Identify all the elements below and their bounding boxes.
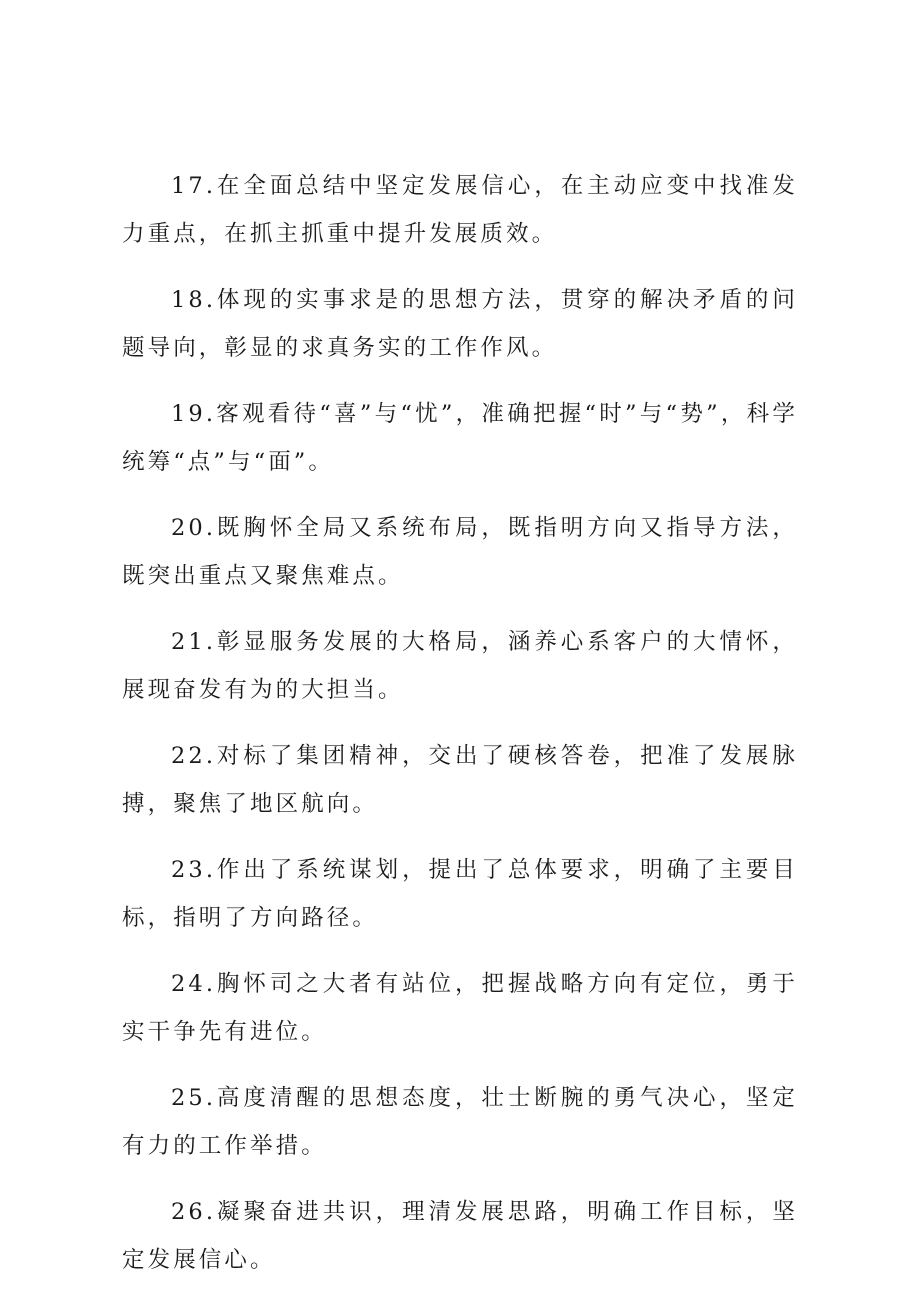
paragraph-17: 17.在全面总结中坚定发展信心，在主动应变中找准发力重点，在抓主抓重中提升发展质效。: [122, 173, 798, 247]
paragraph-26: 26.凝聚奋进共识，理清发展思路，明确工作目标，坚定发展信心。: [122, 1199, 798, 1273]
paragraph-25: 25.高度清醒的思想态度，壮士断腕的勇气决心，坚定有力的工作举措。: [122, 1085, 798, 1159]
paragraph-19: 19.客观看待“喜”与“忧”，准确把握“时”与“势”，科学统筹“点”与“面”。: [122, 401, 798, 475]
paragraph-23: 23.作出了系统谋划，提出了总体要求，明确了主要目标，指明了方向路径。: [122, 857, 798, 931]
paragraph-24: 24.胸怀司之大者有站位，把握战略方向有定位，勇于实干争先有进位。: [122, 971, 798, 1045]
paragraph-21: 21.彰显服务发展的大格局，涵养心系客户的大情怀，展现奋发有为的大担当。: [122, 629, 798, 703]
paragraph-20: 20.既胸怀全局又系统布局，既指明方向又指导方法，既突出重点又聚焦难点。: [122, 515, 798, 589]
paragraph-22: 22.对标了集团精神，交出了硬核答卷，把准了发展脉搏，聚焦了地区航向。: [122, 743, 798, 817]
paragraph-18: 18.体现的实事求是的思想方法，贯穿的解决矛盾的问题导向，彰显的求真务实的工作作风。: [122, 287, 798, 361]
document-body: [122, 162, 798, 1302]
